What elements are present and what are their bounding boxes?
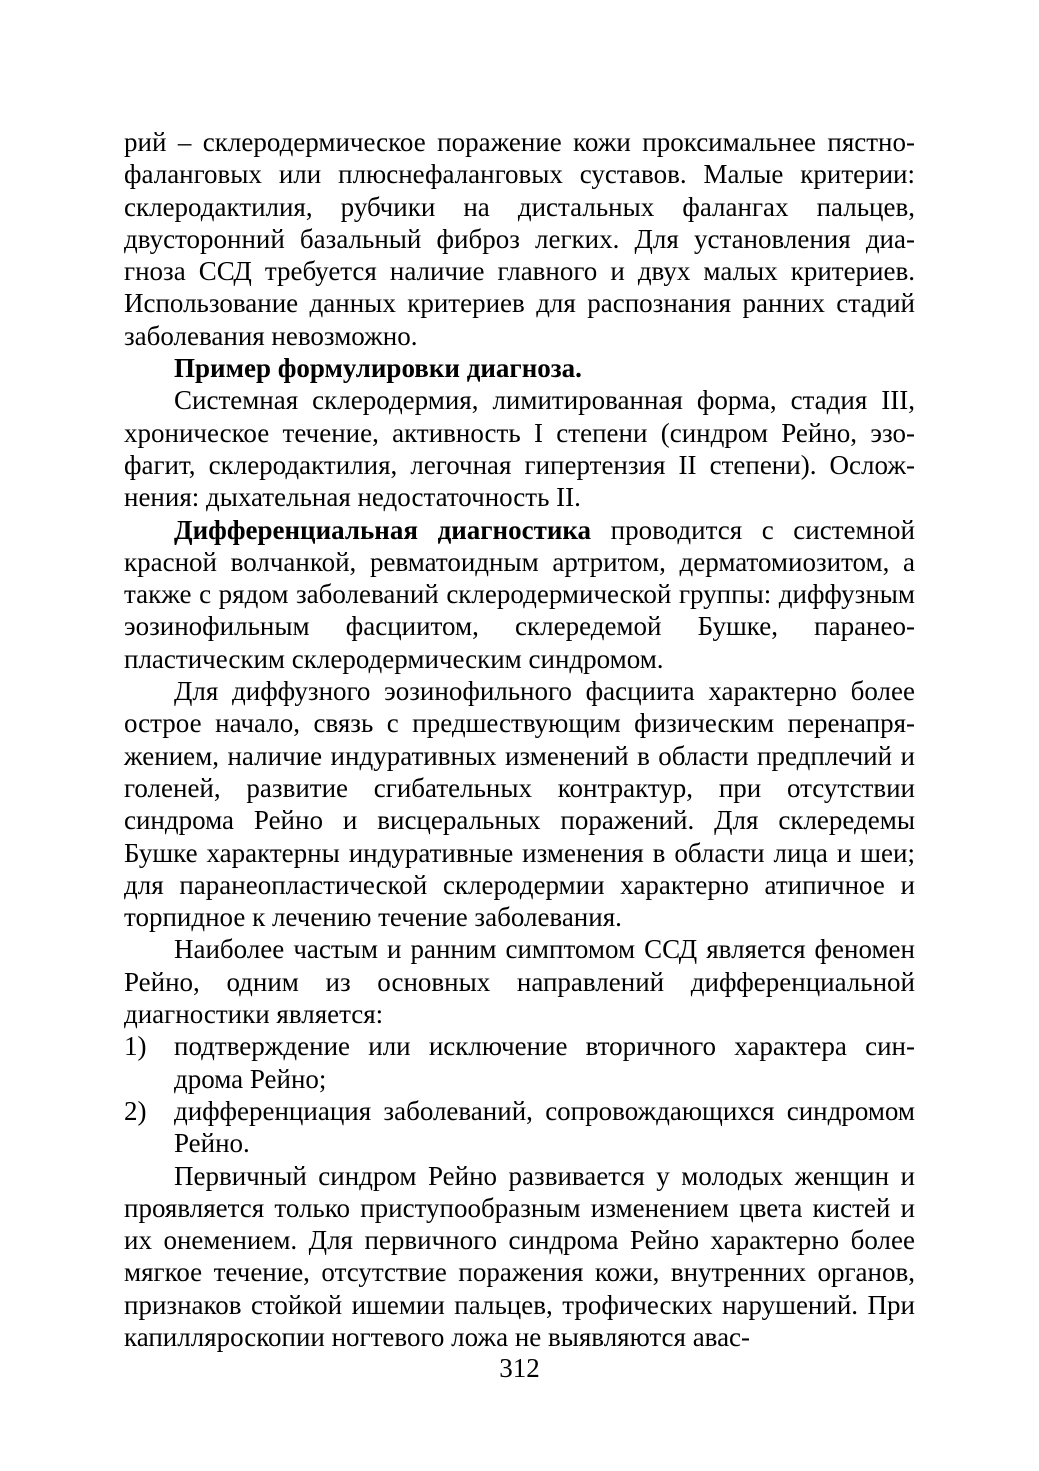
page-number: 312 <box>499 1353 540 1383</box>
differential-text: проводится с системной красной волчанкой, ревматоидным артритом, дерматомиозитом, а также с рядом заболеваний склеродермической группы: диффузным эозинофильным фасциитом, склередемой Бушке, паранеопластическим склеродермическим синдромом. <box>124 514 915 674</box>
heading-diagnosis-example: Пример формулировки диагноза. <box>174 353 582 384</box>
list-text: дифференциация заболеваний, сопровождающихся синдромом Рейно. <box>174 1095 915 1159</box>
page-body <box>124 126 915 1353</box>
paragraph-diagnosis-example: Системная склеродермия, лимитированная форма, стадия III, хроническое течение, активность I степени (синдром Рейно, эзофагит, склеродактилия, легочная гипертензия II степени). Осложнения: дыхательная недостаточность II. <box>124 385 915 513</box>
list-text: подтверждение или исключение вторичного характера синдрома Рейно; <box>174 1031 915 1094</box>
paragraph-criteria: рий – склеродермическое поражение кожи проксимальнее пястно-фаланговых или плюснефаланговых суставов. Малые критерии: склеродактилия, рубчики на дистальных фалангах пальцев, двусторонний базальный фиброз легких. Для установления диагноза ССД требуется наличие главного и двух малых критериев. Использование данных критериев для распознания ранних стадий заболевания невозможно. <box>124 127 915 351</box>
differential-term: Дифференциальная диагностика <box>174 514 592 545</box>
list-number: 2) <box>124 1095 147 1126</box>
paragraph-raynaud-intro: Наиболее частым и ранним симптомом ССД является феномен Рейно, одним из основных направлений дифференциальной диагностики является: <box>124 934 915 1030</box>
list-number: 1) <box>124 1031 147 1062</box>
paragraph-differential <box>124 514 915 675</box>
list-item <box>124 1030 915 1095</box>
paragraph-primary-raynaud: Первичный синдром Рейно развивается у молодых женщин и проявляется только приступообразным изменением цвета кистей и их онемением. Для первичного синдрома Рейно характерно более мягкое течение, отсутствие поражения кожи, внутренних органов, признаков стойкой ишемии пальцев, трофических нарушений. При капилляроскопии ногтевого ложа не выявляются авас- <box>124 1160 915 1352</box>
paragraph-fasciitis: Для диффузного эозинофильного фасциита характерно более острое начало, связь с предшествующим физическим перенапряжением, наличие индуративных изменений в области предплечий и голеней, развитие сгибательных контрактур, при отсутствии синдрома Рейно и висцеральных поражений. Для склередемы Бушке характерны индуративные изменения в области лица и шеи; для паранеопластической склеродермии характерно атипичное и торпидное к лечению течение заболевания. <box>124 676 915 933</box>
list-item <box>124 1095 915 1160</box>
